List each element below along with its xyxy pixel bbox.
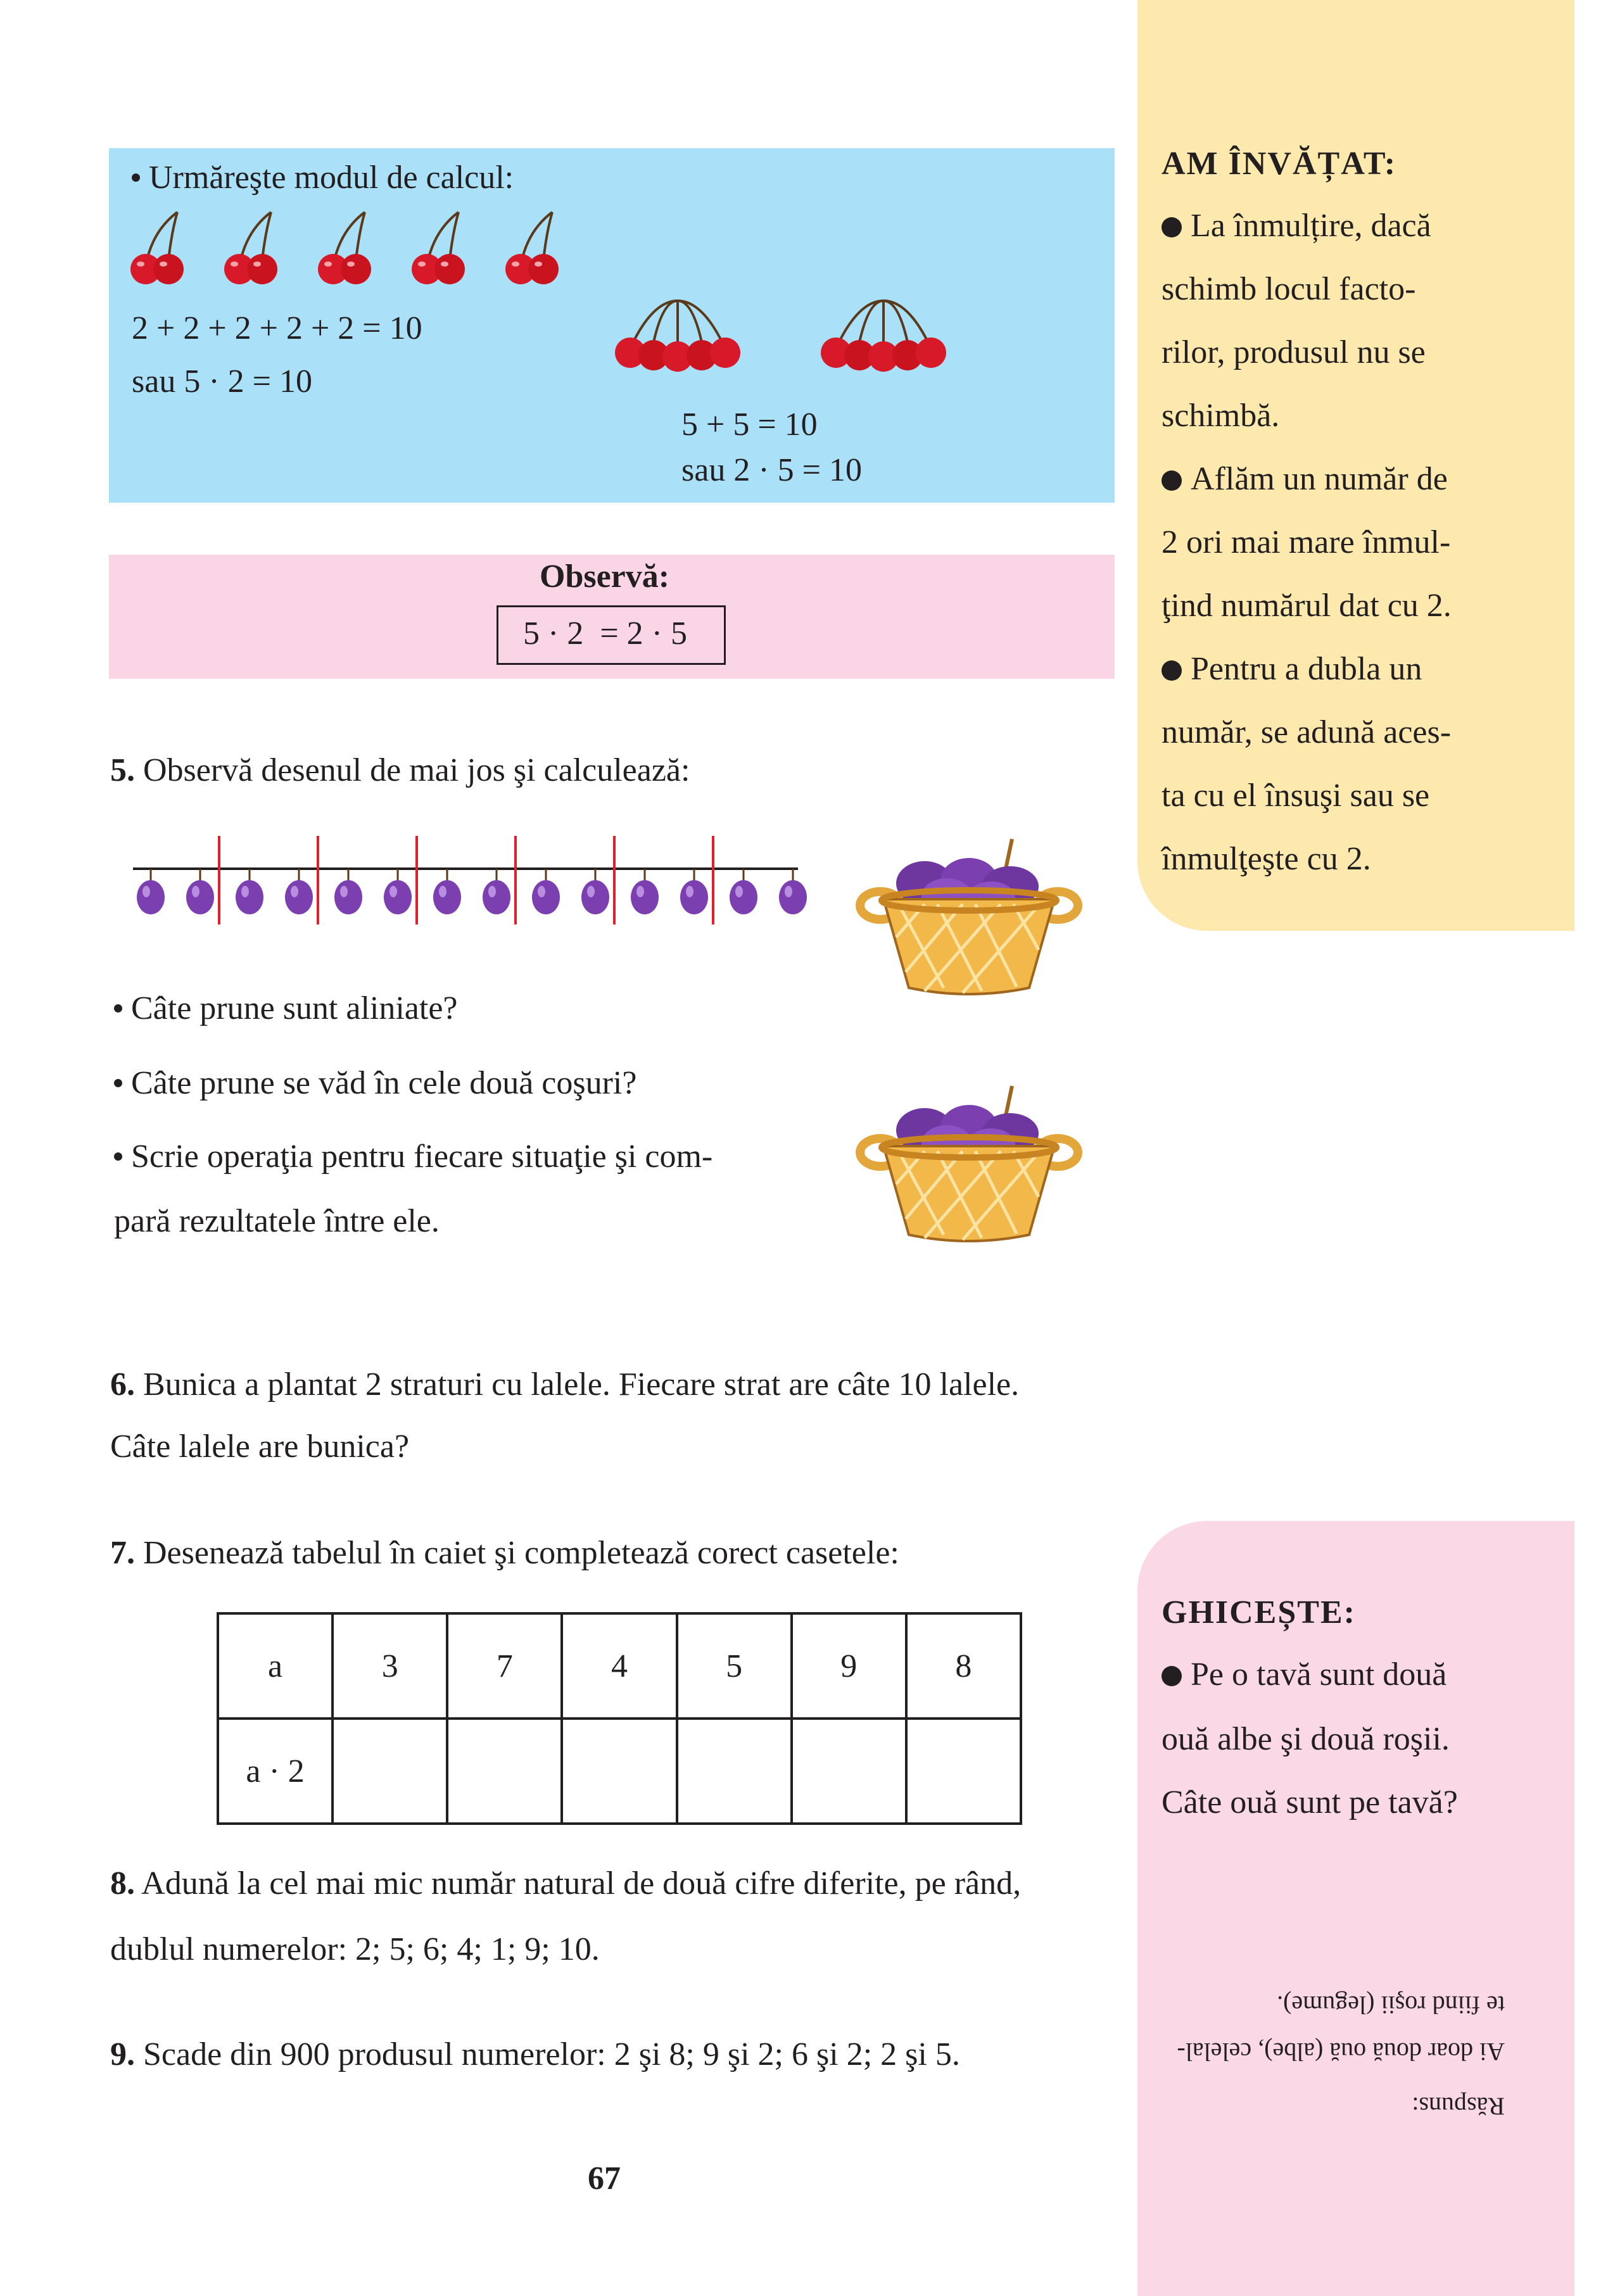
exercise-5-question-1: Câte prune sunt aliniate? (114, 989, 457, 1028)
exercise-9-statement: 9. Scade din 900 produsul numerelor: 2 şi 8; 9 şi 2; 6 şi 2; 2 şi 5. (110, 2036, 960, 2072)
table-cell: a (218, 1613, 332, 1719)
table-cell-empty (677, 1719, 792, 1824)
riddle-box (1137, 1521, 1574, 2296)
exercise-5-statement: 5. Observă desenul de mai jos şi calculează: (110, 752, 690, 788)
calc-left-line2: sau 5 · 2 = 10 (132, 363, 312, 400)
bullet-icon (1162, 1666, 1182, 1686)
bullet-icon (132, 173, 140, 182)
exercise-6-line1: 6. Bunica a plantat 2 straturi cu lalele. Fiecare strat are câte 10 lalele. (110, 1366, 1020, 1403)
table-cell-empty (562, 1719, 676, 1824)
observe-formula: 5 · 2 = 2 · 5 (523, 615, 687, 652)
exercise-6-line2: Câte lalele are bunica? (110, 1429, 410, 1465)
bullet-icon (114, 1152, 122, 1161)
calc-left-line1: 2 + 2 + 2 + 2 + 2 = 10 (132, 310, 422, 346)
riddle-answer-upside-down (1121, 1950, 1514, 2128)
table-cell: 7 (447, 1613, 562, 1719)
learned-line-8: Pentru a dubla un (1162, 650, 1422, 689)
table-row (218, 1719, 1021, 1824)
learned-line-6: 2 ori mai mare înmul- (1162, 524, 1451, 560)
riddle-title: GHICEȘTE: (1162, 1594, 1356, 1631)
cherry-bunches-illustration (614, 294, 982, 377)
riddle-answer-line1: Ai doar două ouă (albe), celelal- (1177, 2038, 1505, 2066)
exercise-7-statement: 7. Desenează tabelul în caiet şi completează corect casetele: (110, 1535, 899, 1571)
riddle-answer-line2: te fiind roşii (legume). (1277, 1991, 1505, 2019)
multiplication-table (217, 1612, 1022, 1825)
table-cell: a · 2 (218, 1719, 332, 1824)
table-cell: 8 (906, 1613, 1021, 1719)
learned-title: AM ÎNVĂȚAT: (1162, 146, 1397, 182)
exercise-8-line1: 8. Adună la cel mai mic număr natural de două cifre diferite, pe rând, (110, 1865, 1022, 1902)
bullet-icon (114, 1004, 122, 1012)
page-number: 67 (588, 2160, 621, 2197)
table-cell: 5 (677, 1613, 792, 1719)
table-cell: 3 (332, 1613, 447, 1719)
riddle-line-2: ouă albe şi două roşii. (1162, 1721, 1450, 1757)
table-cell-empty (447, 1719, 562, 1824)
bullet-icon (1162, 470, 1182, 491)
learned-line-3: rilor, produsul nu se (1162, 334, 1426, 370)
riddle-answer-label: Răspuns: (1412, 2092, 1505, 2121)
learned-line-7: ţind numărul dat cu 2. (1162, 588, 1452, 624)
table-cell: 9 (792, 1613, 906, 1719)
plums-on-line-illustration (127, 829, 817, 924)
calc-right-line1: 5 + 5 = 10 (681, 407, 818, 443)
bullet-icon (1162, 660, 1182, 681)
cherry-pairs-illustration (127, 206, 583, 288)
learned-line-1: La înmulțire, dacă (1162, 206, 1431, 246)
bullet-icon (1162, 217, 1182, 237)
bullet-icon (114, 1079, 122, 1087)
riddle-line-1: Pe o tavă sunt două (1162, 1655, 1447, 1694)
learned-line-2: schimb locul facto- (1162, 271, 1416, 307)
table-cell-empty (332, 1719, 447, 1824)
exercise-5-question-3a: Scrie operaţia pentru fiecare situaţie şi com- (114, 1137, 712, 1176)
riddle-line-3: Câte ouă sunt pe tavă? (1162, 1784, 1458, 1820)
learned-line-9: număr, se adună aces- (1162, 714, 1452, 750)
learned-line-11: înmulţeşte cu 2. (1162, 841, 1371, 877)
plum-basket-1-illustration (849, 836, 1089, 1000)
plum-basket-2-illustration (849, 1083, 1089, 1247)
table-cell-empty (792, 1719, 906, 1824)
table-row (218, 1613, 1021, 1719)
table-cell-empty (906, 1719, 1021, 1824)
calc-right-line2: sau 2 · 5 = 10 (681, 452, 862, 488)
exercise-8-line2: dublul numerelor: 2; 5; 6; 4; 1; 9; 10. (110, 1931, 600, 1967)
exercise-5-question-2: Câte prune se văd în cele două coşuri? (114, 1064, 636, 1103)
learned-line-5: Aflăm un număr de (1162, 460, 1448, 499)
learned-line-10: ta cu el însuşi sau se (1162, 778, 1430, 814)
observe-title: Observă: (540, 558, 670, 595)
calc-heading: Urmăreşte modul de calcul: (132, 158, 514, 198)
table-cell: 4 (562, 1613, 676, 1719)
learned-line-4: schimbă. (1162, 398, 1280, 434)
exercise-5-question-3b: pară rezultatele între ele. (114, 1203, 440, 1239)
